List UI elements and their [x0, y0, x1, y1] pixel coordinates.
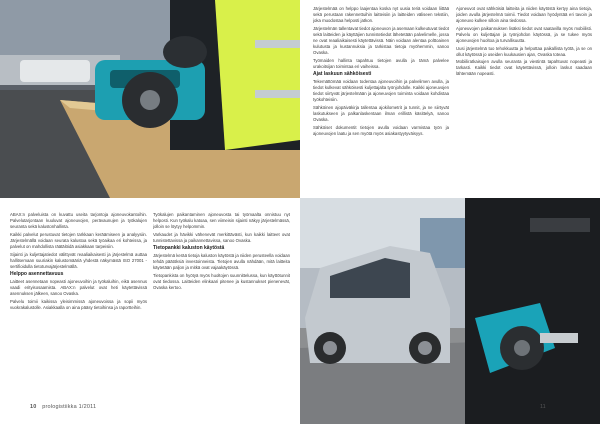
section-heading: Ajat laskuun sähköisesti	[313, 71, 372, 78]
paragraph: ABAX:n palveluista on kuvattu useita tarjontoja ajoneuvokantoihin. Palvelutarjontaan kuuluvat ajoneuvojen, perävaunujen ja työkalujen seuranta sekä kalustonhallinta.	[10, 212, 147, 230]
article-column-bottom-2	[153, 212, 290, 400]
paragraph: Palvelu toimii kaikissa yleisimmissä ajoneuvoissa ja sopii myös vuokrakalustolle. Asiakkaalla on aina pääsy tietoihinsa ja raportteihin.	[10, 298, 147, 310]
page-footer	[30, 404, 96, 410]
paragraph: Tekemättömää voidaan todentaa ajoneuvoihin ja palvelimen avulla, ja tiedot kulkevat sähköisesti kuljettajalta työnjohdolle. Kaikki ajoneuvojen tiedot siirtyvät järjestelmään ja ajoneuvojen toiminta voidaan kohdistaa työkohteisiin.	[313, 78, 449, 103]
paragraph: Laitteet asennetaan nopeasti ajoneuvoihin ja työkaluihin, eikä asennus vaadi erityisosaamista. ABAX:n palvelut ovat heti käytettävissä asennuksen jälkeen, sanoo Ovaska.	[10, 278, 147, 297]
paragraph: Tietopankista on hyötyä myös huoltojen suunnittelussa, kun käyttötunnit ovat tiedossa. Laitteiden elinkaari pitenee ja kustannukset pienenevät, Ovaska kertoo.	[153, 272, 290, 290]
paragraph: Työkalujen paikantaminen ajoneuvosta tai työmaalta onnistuu nyt helposti. Kun työkalu katoaa, sen viimeisin sijainti näkyy järjestelmässä, jolloin se löytyy helpommin.	[153, 212, 290, 230]
publication-name: prologistiikka 1/2011	[42, 404, 97, 410]
paragraph: Järjestelmän tallentavat tiedot ajoneuvon ja asemaan kulkeutuvat tiedot sekä laitteiden ja käyttäjien tunnistetiedot lähetetään palvelimelle, jossa ne ovat reaaliaikaisesti käytettävissä. Näin voidaan alentaa polttoainen kulutusta ja kustannuksia ja tarkistaa tietoja myöhemmin, sanoo Ovaska.	[313, 25, 449, 56]
paragraph: Uusi järjestelmä tuo tehokkuutta ja helpottaa paikallista työtä, ja se on ollut käytössä jo useiden kuukausien ajan, Ovaska toteaa.	[456, 45, 592, 57]
page-number-right: 11	[540, 404, 546, 410]
photo-van-and-worker	[300, 198, 600, 424]
paragraph: Ajoneuvot ovat sähköisiä laitteita ja niiden käytöstä kertyy aina tietoja, joiden avulla järjestelmä toimii. Tiedot voidaan hyödyntää eri tavoin ja ajoneuvo kulkee silloin aina tiedossa.	[456, 6, 592, 24]
paragraph: Ajoneuvojen paikannuksen lisäksi tiedot ovat saatavilla myös mobiilisti. Palvelu on kuljettajan ja työnjohdon käytössä, ja se tukee myös ajoneuvojen huoltoa ja turvallisuutta.	[456, 25, 592, 43]
photo-worker-circular-saw	[0, 0, 300, 198]
paragraph: Sähköinen ajopäiväkirja tallentaa ajokilometrit ja tunnit, ja ne siirtyvät laskutukseen ja palkanlaskentaan ilman erillistä käsittelyä, sanoo Ovaska.	[313, 104, 449, 122]
section-heading: Tietopankki kaluston käytöstä	[153, 245, 225, 252]
paragraph: Kaikki palvelut perustuvat tietojen tarkkaan keräämiseen ja analyysiin. Järjestelmällä voidaan seurata kalustoa sekä työaikaa eri kohteissa, ja palvelut on mahdollista räätälöidä asiakkaan tarpeisiin.	[10, 231, 147, 249]
page-number-left: 10	[30, 404, 37, 410]
paragraph: Varkaudet ja hävikki vähenevät merkittävästi, kun kaikki laitteet ovat tunnistettavissa ja paikannettavissa, sanoo Ovaska.	[153, 231, 290, 243]
paragraph: Järjestelmää on helppo laajentaa koska nyt uusia teriä voidaan liittää sekä perustaan rakennettuihin laitteisiin ja laitteiden väliseen tekstiin, joka muodostaa helposti jatkon.	[313, 6, 449, 24]
paragraph: Työmaiden hallinta tapahtuu tietojen avulla ja tämä palvelee urakoitsijan toimintaa eri vaiheissa.	[313, 57, 449, 69]
paragraph: Sähköiset dokumentit tietojen avulla voidaan varmistaa työn ja ajoneuvojen laatu ja sen myötä myös asiakastyytyväisyys.	[313, 124, 449, 136]
article-column-top-1	[313, 6, 449, 196]
paragraph: Järjestelmä kerää tietoja kaluston käytöstä ja niiden perusteella voidaan tehdä päätöksiä investoinneista. Tietojen avulla nähdään, mitä laitteita käytetään paljon ja mitkä ovat vajaakäytössä.	[153, 252, 290, 271]
section-heading: Helppo asennettavuus	[10, 271, 64, 278]
article-column-bottom-1	[10, 212, 147, 400]
paragraph: Mobiiliratkaisujen avulla seuranta ja viestintä tapahtuvat nopeasti ja tarkasti. Kaikki tiedot ovat käytettävissä, jolloin laskut saadaan lähtemään nopeasti.	[456, 59, 592, 77]
article-column-top-2	[456, 6, 592, 196]
paragraph: Sijainti ja kuljettajatiedot välittyvät reaaliaikaisesti ja järjestelmä auttaa hallitsemaan suuriakin kalustomääriä yhdestä näkymästä ISO 27001 -sertifioidulla tietoturvajärjestelmällä.	[10, 251, 147, 269]
